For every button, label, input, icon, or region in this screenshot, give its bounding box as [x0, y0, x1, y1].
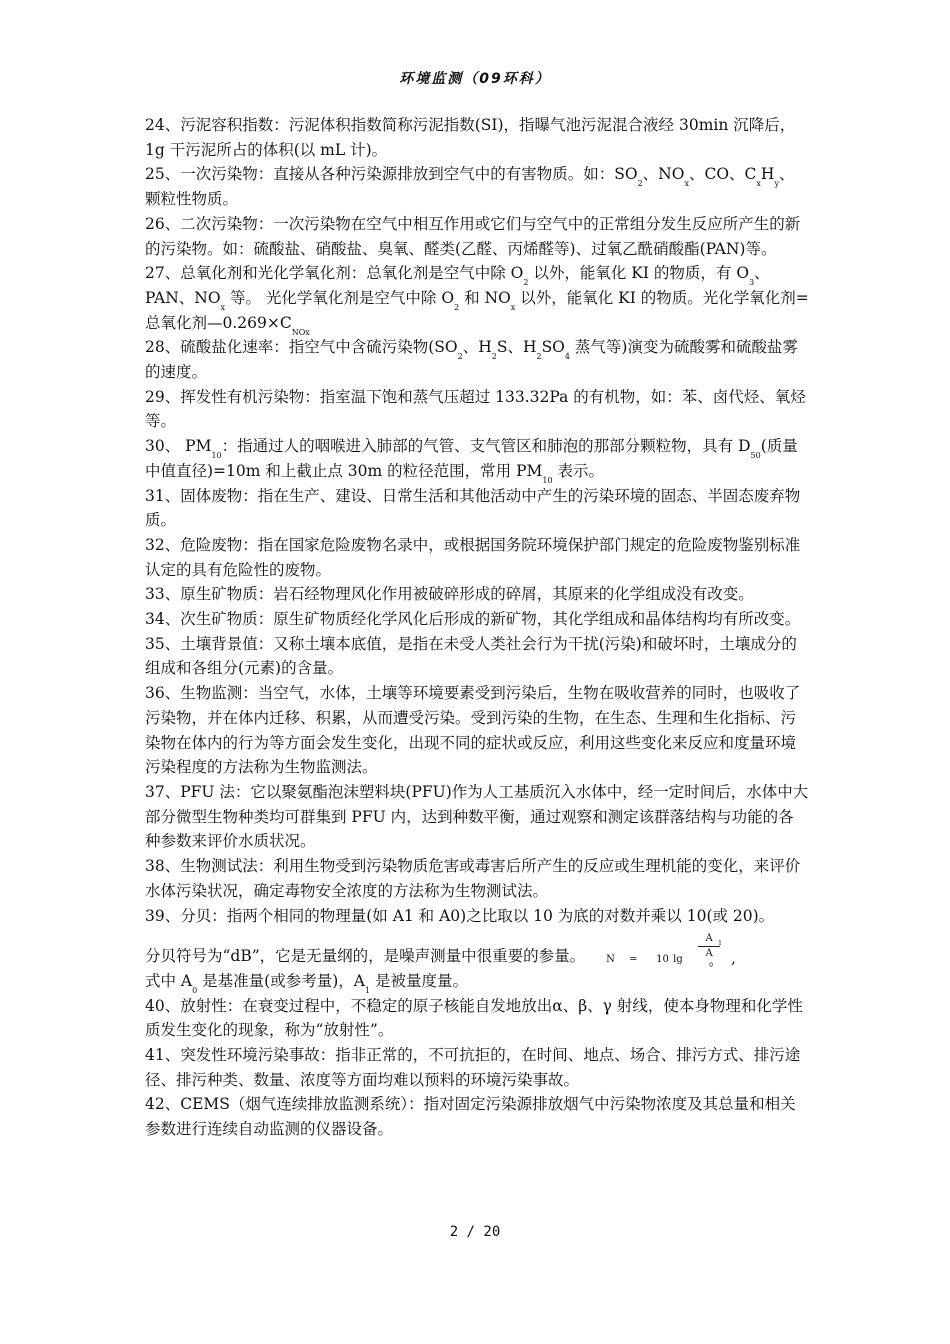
definition-27: 27、总氧化剂和光化学氧化剂：总氧化剂是空气中除 $O_2$ 以外，能氧化 KI 的物质，有 $O_3$、PAN、$NO_x$ 等。 光化学氧化剂是空气中除 $O_2$ 和 $NO_x$ 以外，能氧化 KI 的物质。光化学氧化剂=总氧化剂$—0.269\times C_{NOx}$: [145, 264, 809, 337]
definition-38: 38、生物测试法：利用生物受到污染物质危害或毒害后所产生的反应或生理机能的变化，来评价水体污染状况，确定毒物安全浓度的方法称为生物测试法。: [145, 857, 801, 900]
definition-39-note: 式中 $A_0$ 是基准量(或参考量)，$A_1$ 是被量度量。: [145, 971, 468, 995]
decibel-formula: N = 10 lg $\frac{A}{A}$ 1 0 ,: [606, 933, 736, 970]
definition-35: 35、土壤背景值：又称土壤本底值，是指在未受人类社会行为干扰(污染)和破坏时，土壤成分的组成和各组分(元素)的含量。: [145, 634, 797, 678]
page-number: 2 / 20: [449, 1224, 501, 1240]
definition-39: [145, 904, 809, 929]
definition-42: 42、CEMS（烟气连续排放监测系统）：指对固定污染源排放烟气中污染物浓度及其总量和相关参数进行连续自动监测的仪器设备。: [145, 1095, 796, 1139]
page-header: 环境监测（09环科）: [399, 71, 551, 87]
definition-33: 33、原生矿物质：岩石经物理风化作用被破碎形成的碎屑，其原来的化学组成没有改变。: [145, 585, 754, 604]
definition-32: 32、危险废物：指在国家危险废物名录中，或根据国务院环境保护部门规定的危险废物鉴别标准认定的具有危险性的废物。: [145, 535, 801, 579]
definition-28: 28、硫酸盐化速率：指空气中含硫污染物($SO_2$、$H_2S$、$H_2SO_4$ 蒸气等)演变为硫酸雾和硫酸盐雾的速度。: [145, 338, 798, 382]
definition-26: 26、二次污染物：一次污染物在空气中相互作用或它们与空气中的正常组分发生反应所产生的新的污染物。如：硫酸盐、硝酸盐、臭氧、醛类(乙醛、丙烯醛等)、过氧乙酰硝酸酯(PAN)等。: [145, 214, 801, 258]
definition-40: 40、放射性：在衰变过程中，不稳定的原子核能自发地放出α、β、γ 射线，使本身物理和化学性质发生变化的现象，称为“放射性”。: [145, 996, 803, 1040]
definition-25: 25、一次污染物：直接从各种污染源排放到空气中的有害物质。如：$SO_2$、$NO_x$、CO、$C_xH_y$、颗粒性物质。: [145, 165, 795, 209]
definition-39-cont: 分贝符号为“dB”，它是无量纲的，是噪声测量中很重要的参量。 N = 10 lg $\frac{A}{A}$ 1 0 ,: [145, 944, 809, 969]
document-body: [145, 113, 809, 1142]
definition-41: 41、突发性环境污染事故：指非正常的，不可抗拒的，在时间、地点、场合、排污方式、排污途径、排污种类、数量、浓度等方面均难以预料的环境污染事故。: [145, 1046, 801, 1089]
definition-39-line1: 39、分贝：指两个相同的物理量(如 A1 和 A0)之比取以 10 为底的对数并乘以 10(或 20)。: [145, 906, 775, 925]
definition-24: 24、污泥容积指数：污泥体积指数简称污泥指数(SI)，指曝气池污泥混合液经 30min 沉降后，1g 干污泥所占的体积(以 mL 计)。: [145, 116, 796, 159]
definition-30: 30、 $PM_{10}$：指通过人的咽喉进入肺部的气管、支气管区和肺泡的那部分颗粒物，具有 $D_{50}$(质量中值直径)=10m 和上截止点 30m 的粒径范围，常用 $PM_{10}$ 表示。: [145, 437, 798, 485]
definition-29: 29、挥发性有机污染物：指室温下饱和蒸气压超过 133.32Pa 的有机物，如：苯、卤代烃、氧烃等。: [145, 387, 806, 431]
definition-31: 31、固体废物：指在生产、建设、日常生活和其他活动中产生的污染环境的固态、半固态废弃物质。: [145, 486, 801, 530]
definition-36: 36、生物监测：当空气，水体，土壤等环境要素受到污染后，生物在吸收营养的同时，也吸收了污染物，并在体内迁移、积累，从而遭受污染。受到污染的生物，在生态、生理和生化指标、污染物在体内的行为等方面会发生变化，出现不同的症状或反应，利用这些变化来反应和度量环境污染程度的方法称为生物监测法。: [145, 684, 801, 777]
definition-37: 37、PFU 法：它以聚氨酯泡沫塑料块(PFU)作为人工基质沉入水体中，经一定时间后，水体中大部分微型生物种类均可群集到 PFU 内，达到种数平衡，通过观察和测定该群落结构与功能的各种参数来评价水质状况。: [145, 782, 809, 851]
definition-34: 34、次生矿物质：原生矿物质经化学风化后形成的新矿物，其化学组成和晶体结构均有所改变。: [145, 610, 801, 629]
